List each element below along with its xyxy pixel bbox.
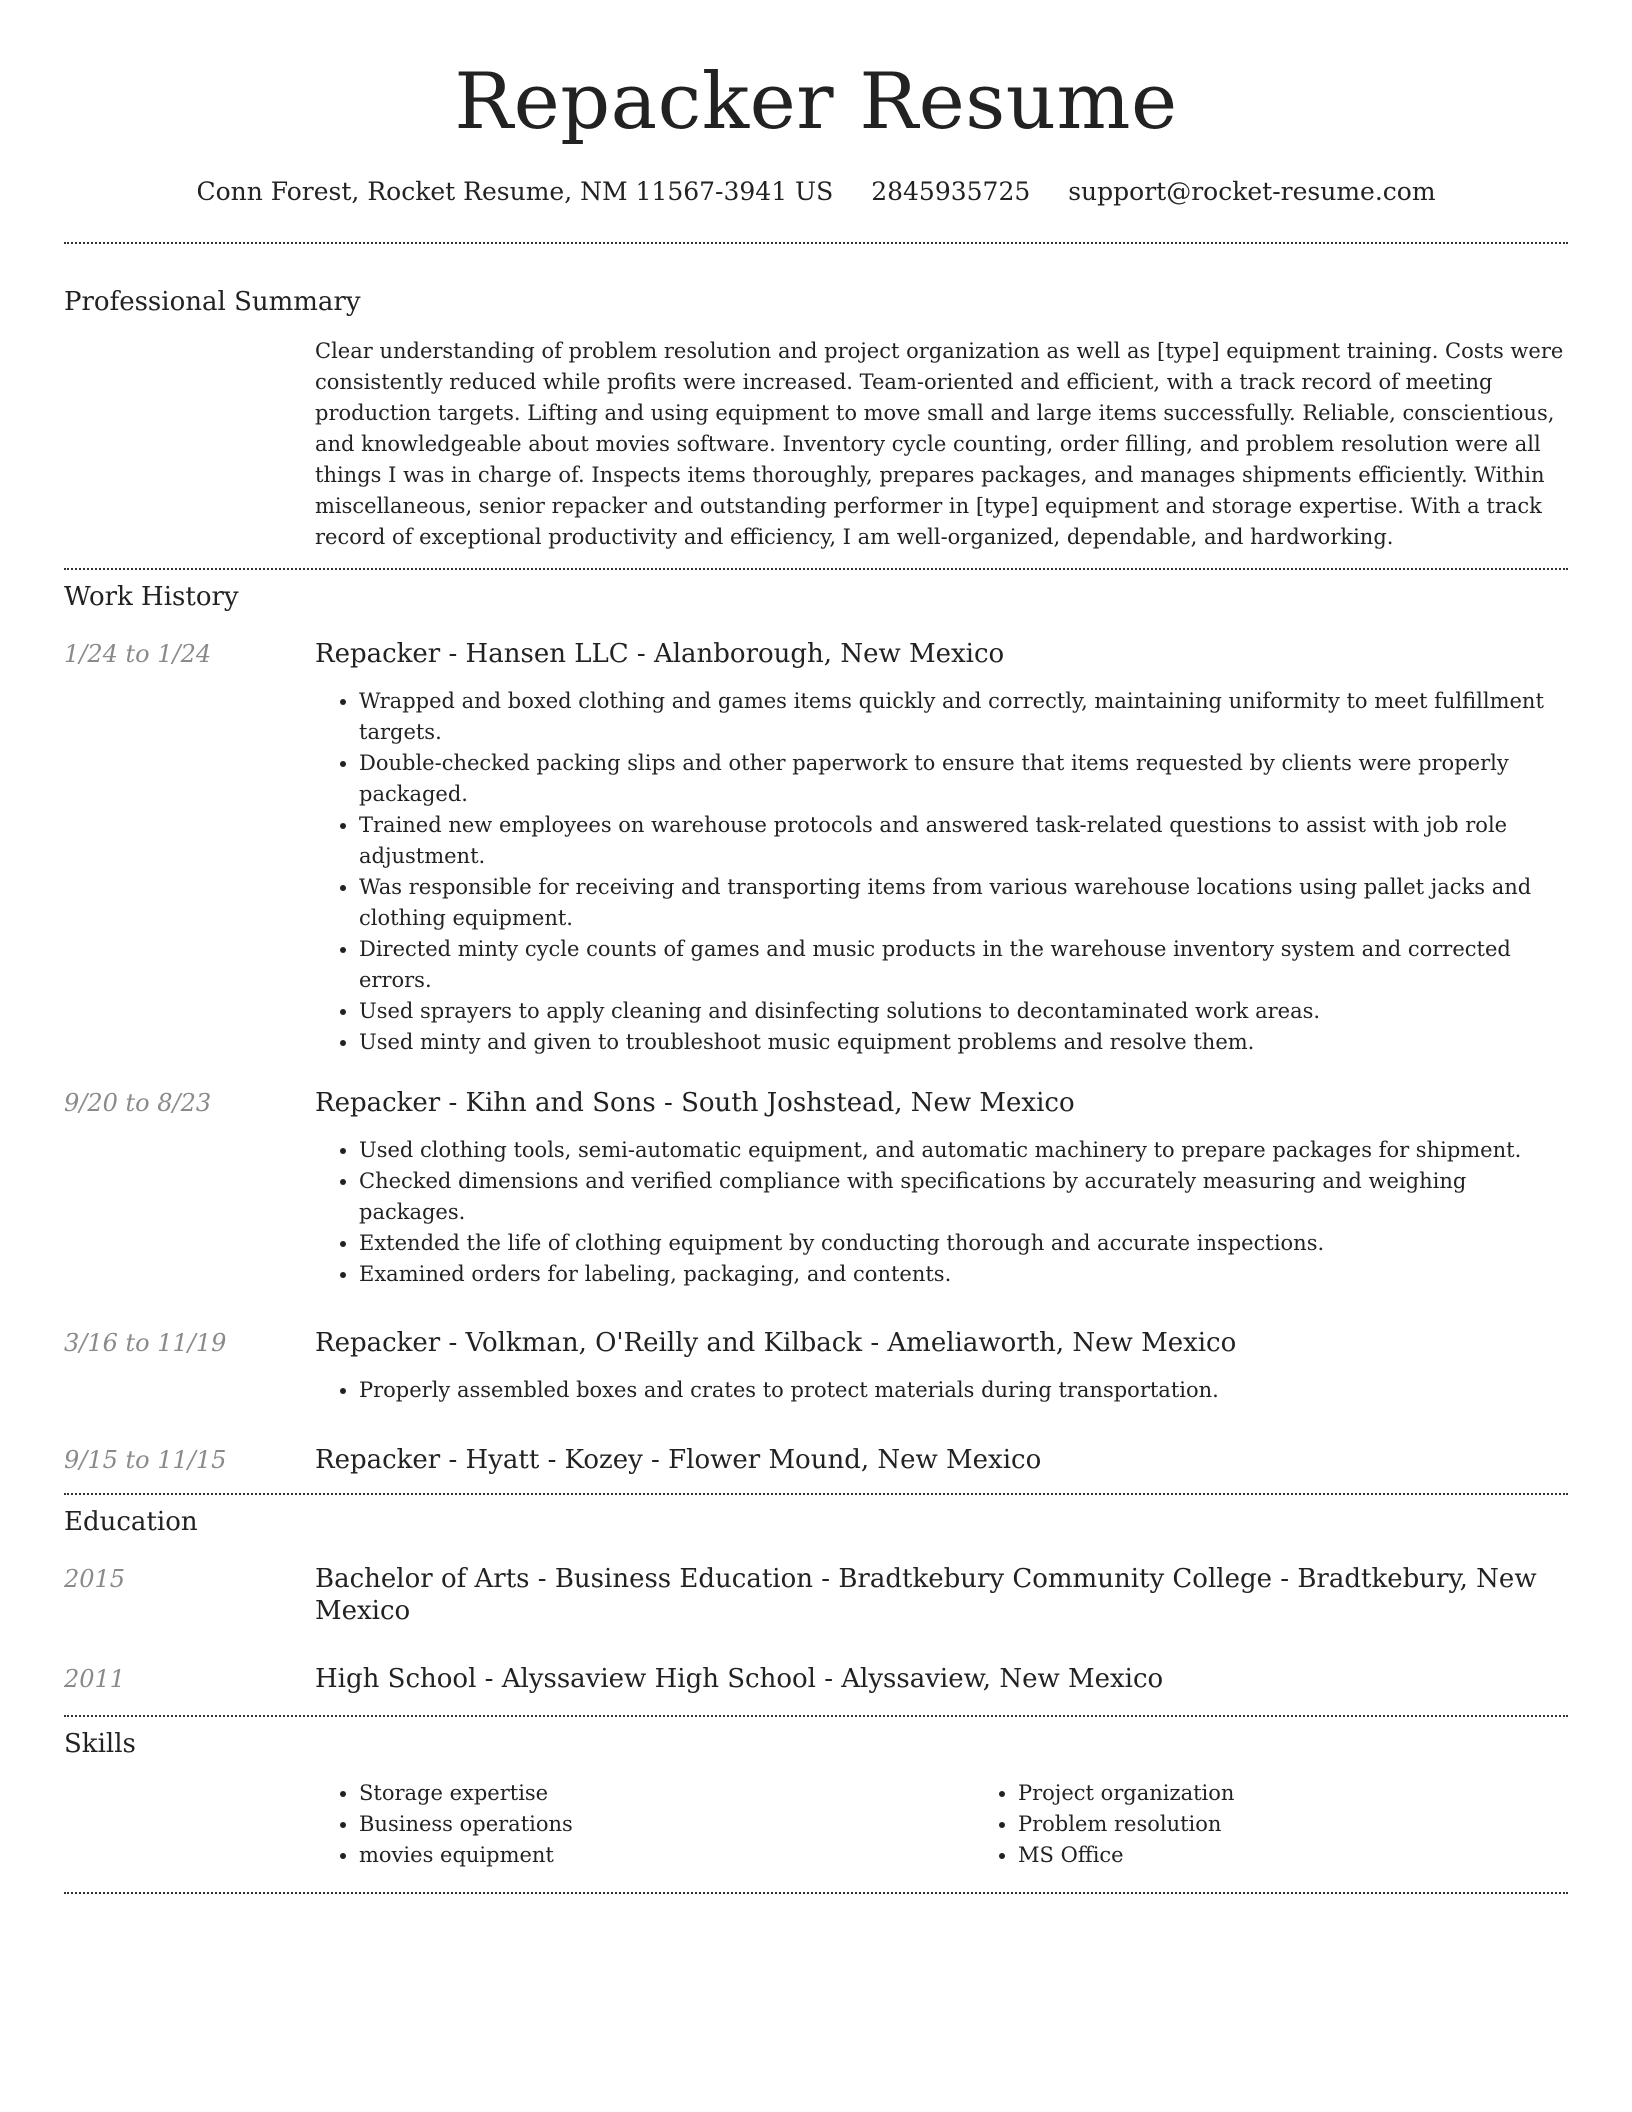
job-date: 3/16 to 11/19 — [64, 1329, 227, 1357]
contact-address: Conn Forest, Rocket Resume, NM 11567-3941 US — [196, 177, 834, 206]
work-history-heading: Work History — [64, 582, 239, 612]
job-bullet: • Properly assembled boxes and crates to protect materials during transportation. — [359, 1375, 1568, 1406]
skill-item: • Problem resolution — [1018, 1809, 1632, 1840]
job-entry — [64, 1327, 1568, 1406]
job-bullets — [315, 1375, 1568, 1406]
job-bullet: • Wrapped and boxed clothing and games items quickly and correctly, maintaining uniformity to meet fulfillment targets. — [359, 686, 1568, 748]
contact-phone: 2845935725 — [871, 177, 1031, 206]
education-heading: Education — [64, 1507, 198, 1537]
summary-heading: Professional Summary — [64, 287, 361, 317]
job-bullets — [315, 1135, 1568, 1290]
job-bullet: • Examined orders for labeling, packaging, and contents. — [359, 1259, 1568, 1290]
job-bullet: • Used clothing tools, semi-automatic equipment, and automatic machinery to prepare packages for shipment. — [359, 1135, 1568, 1166]
job-title: Repacker - Volkman, O'Reilly and Kilback - Ameliaworth, New Mexico — [315, 1328, 1237, 1358]
summary-row — [64, 336, 1568, 553]
skill-item: • Storage expertise — [359, 1778, 974, 1809]
education-year: 2015 — [64, 1565, 126, 1593]
job-date: 1/24 to 1/24 — [64, 640, 212, 668]
job-entry — [64, 638, 1568, 1058]
job-bullet: • Used sprayers to apply cleaning and disinfecting solutions to decontaminated work areas. — [359, 996, 1568, 1027]
job-bullet: • Checked dimensions and verified compliance with specifications by accurately measuring and weighing packages. — [359, 1166, 1568, 1228]
summary-text: Clear understanding of problem resolution and project organization as well as [type] equipment training. Costs were consistently reduced while profits were increased. Team-oriented and efficient, with a track record of meeting production targets. Lifting and using equipment to move small and large items successfully. Reliable, conscientious, and knowledgeable about movies software. Inventory cycle counting, order filling, and problem resolution were all things I was in charge of. Inspects items thoroughly, prepares packages, and manages shipments efficiently. Within miscellaneous, senior repacker and outstanding performer in [type] equipment and storage expertise. With a track record of exceptional productivity and efficiency, I am well-organized, dependable, and hardworking. — [315, 339, 1564, 549]
job-bullet: • Was responsible for receiving and transporting items from various warehouse locations using pallet jacks and clothing equipment. — [359, 872, 1568, 934]
skill-item: • movies equipment — [359, 1840, 974, 1871]
section-divider — [64, 568, 1568, 570]
job-entry — [64, 1444, 1568, 1476]
skill-item: • Business operations — [359, 1809, 974, 1840]
job-title: Repacker - Hansen LLC - Alanborough, New Mexico — [315, 639, 1005, 669]
skill-item: • MS Office — [1018, 1840, 1632, 1871]
job-title: Repacker - Kihn and Sons - South Joshstead, New Mexico — [315, 1088, 1075, 1118]
job-bullet: • Used minty and given to troubleshoot music equipment problems and resolve them. — [359, 1027, 1568, 1058]
section-divider — [64, 1493, 1568, 1495]
job-bullet: • Trained new employees on warehouse protocols and answered task-related questions to assist with job role adjustment. — [359, 810, 1568, 872]
section-divider — [64, 1715, 1568, 1717]
job-bullet: • Extended the life of clothing equipment by conducting thorough and accurate inspections. — [359, 1228, 1568, 1259]
skills-list-left — [315, 1778, 974, 1871]
section-divider — [64, 1892, 1568, 1894]
skills-list-right — [974, 1778, 1632, 1871]
job-bullets — [315, 686, 1568, 1058]
education-title: High School - Alyssaview High School - Alyssaview, New Mexico — [315, 1664, 1164, 1694]
skills-row — [64, 1778, 1568, 1871]
education-entry — [64, 1563, 1568, 1627]
skills-heading: Skills — [64, 1729, 136, 1759]
education-entry — [64, 1663, 1568, 1695]
job-entry — [64, 1087, 1568, 1290]
job-title: Repacker - Hyatt - Kozey - Flower Mound, New Mexico — [315, 1445, 1042, 1475]
skill-item: • Project organization — [1018, 1778, 1632, 1809]
resume-title: Repacker Resume — [454, 57, 1178, 147]
education-title: Bachelor of Arts - Business Education - Bradtkebury Community College - Bradtkebury, New Mexico — [315, 1564, 1537, 1626]
section-divider — [64, 242, 1568, 244]
education-year: 2011 — [64, 1665, 126, 1693]
contact-email[interactable]: support@rocket-resume.com — [1068, 177, 1436, 206]
job-date: 9/15 to 11/15 — [64, 1446, 227, 1474]
job-date: 9/20 to 8/23 — [64, 1089, 212, 1117]
contact-line — [64, 176, 1568, 208]
job-bullet: • Directed minty cycle counts of games and music products in the warehouse inventory system and corrected errors. — [359, 934, 1568, 996]
job-bullet: • Double-checked packing slips and other paperwork to ensure that items requested by clients were properly packaged. — [359, 748, 1568, 810]
